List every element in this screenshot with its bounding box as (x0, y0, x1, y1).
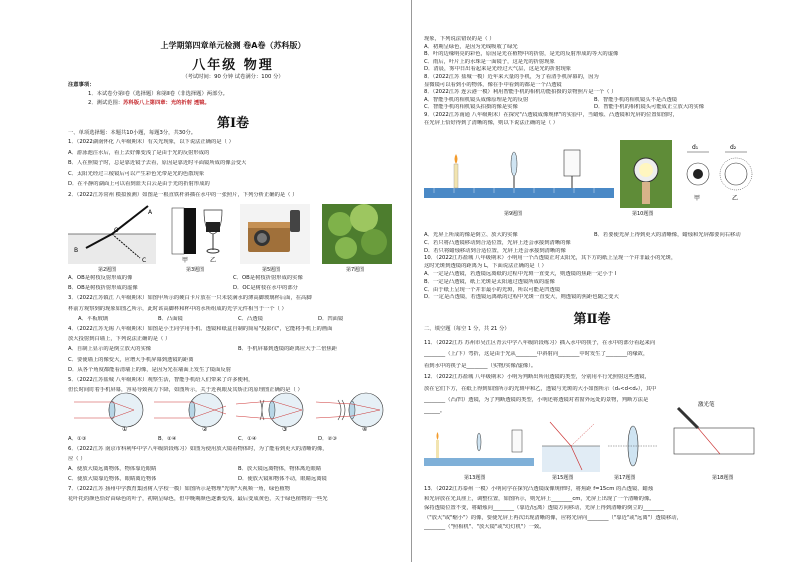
left-lines-line: A．游泳池注水后，看上去好像变浅了是由于光的反射形成的 (68, 149, 210, 156)
fig3-caption: 第3题图 (186, 267, 205, 273)
fig15-refraction (542, 420, 600, 472)
right-lines3-line: 12．（2022江苏盐城 八年级期末）小明为判断出所用透镜的类型，分别用平行光照射这些透镜， (424, 374, 650, 381)
left-lines3-line: 7．（2022江苏 扬州中学教育集团树人学校一模）如图所示是物理"光明"大视频一角，绿色植物 (68, 486, 291, 492)
label-d2: d₂ (730, 144, 737, 151)
fig18-caption: 第18题图 (712, 475, 734, 481)
part2-title: 第Ⅱ卷 (573, 312, 611, 327)
left-lines2-line: 4．（2022江苏无锡 八年级期末）如图是小王同学用手机、透镜和纸盒自制的简易"投影仪"，它能将手机上的画面 (68, 326, 333, 332)
part1-title: 第Ⅰ卷 (216, 116, 250, 131)
left-lines2-line: 放大投射到白墙上，下列说法正确的是（ ） (68, 336, 171, 343)
fig9-caption: 第9题图 (504, 211, 523, 217)
left-lines2-line: C．OB是树枝折射形成的实像 (233, 275, 303, 281)
label-yi-2: 乙 (732, 195, 739, 202)
fig15-caption: 第15题图 (552, 475, 574, 481)
left-lines-line: 2．（2022江苏常州 模拟预测）如图是一根直铁杆斜插在水中的一张照片，下列分析正确的是（ ） (68, 191, 298, 198)
left-lines-line: 1．（2022湖南怀化 八年级期末）有关光现象，以下说法正确的是（ ） (68, 139, 234, 145)
left-lines2-line: A．OB是树枝反射形成的像 (68, 275, 133, 281)
right-lines-line: 8．（2022江苏 连云港一模）利用智能手机的相机功能拍摄的景物照片是一个（ ） (424, 89, 617, 96)
eye-label-3: ③ (282, 426, 288, 432)
right-lines2-line: 这时光斑到透镜的距离为 L，下面说法正确的是（ ） (424, 263, 547, 270)
eye-label-4: ④ (362, 426, 368, 432)
right-lines4-line: 和光屏放在光具座上，调整位置，如图所示，则光屏上________cm，光屏上出现了一个清晰的像。 (424, 495, 655, 502)
right-lines2-line: A．一定是凸透镜，若透镜远离纸的过程中光斑一直变大，则透镜的焦距一定小于 l (424, 271, 617, 277)
right-column (424, 0, 760, 562)
notes-label: 注意事项： (68, 82, 95, 88)
eye-diagram-4 (316, 393, 383, 427)
fig3-card-and-glass (168, 204, 228, 264)
right-lines-line: B．叶的边缘明亮的彩色，原因是光在植物中的折射，是光的反射形成的等大的虚像 (424, 51, 619, 58)
right-lines-line: 显微镜可以看到小的物体，像在手中看到的都是一个凸透镜 (424, 81, 562, 88)
left-lines-line: D．在平静的湖面上可以看到蓝天白云是由于光的折射形成的 (68, 181, 210, 187)
left-lines2-line: B．凸面镜 (158, 315, 183, 322)
left-lines2-line: 杯前方观察到的现象如图乙所示，此时该高脚杯和杯中的水所组成的光学元件相当于一个（ ） (68, 305, 287, 312)
label-jia: 甲 (182, 257, 189, 264)
right-lines-line: D．智能手机的相机镜头可能成正立放大的实像 (594, 104, 705, 111)
right-lines4-line: 保持透镜位置不变，将蜡烛向________（靠近/远离）透镜方向移动，光屏上得到清晰的倒立的________ (424, 505, 665, 512)
right-lines-line: 8．（2022江苏 盐城一模）近年来大量的手机，为了看清手机屏幕的，因为 (424, 74, 599, 80)
exam-title: 上学期第四章单元检测 卷A卷（苏科版） (160, 41, 306, 50)
left-lines-line: B．人在照镜子时，总是靠近镜子去看，原因是靠近时平面镜所成的像会变大 (68, 160, 247, 166)
label-c: C (142, 257, 147, 264)
right-lines2-line: D．一定是凸透镜，若透镜远离纸的过程中光斑一直变大，则透镜的焦距也随之变大 (424, 294, 619, 301)
label-d1: d₁ (692, 144, 699, 151)
fig7-plant-photo (322, 204, 392, 264)
figures-row-1 (68, 204, 398, 272)
left-lines2-line: 3．（2022江苏镇江 八年级期末）如图甲所示的硬白卡片放在一只未装满水的薄高脚玻璃杯后面，在高脚 (68, 295, 312, 302)
left-lines2-line: 但长时间盯着手机屏幕，容易导致视力下降，如图所示，关于近视眼及其矫正的原理图正确的是（ ） (68, 387, 303, 394)
fig13-caption: 第13题图 (464, 475, 486, 481)
right-lines3-line: 看到水中的筷子是________（实物/实像/虚像）。 (424, 362, 537, 369)
left-lines-line: C．太阳光经过三棱镜后可以产生彩色光带是光的色散现象 (68, 170, 205, 177)
left-lines3-line: 花叶托的颜色恰好由绿色的叶子，初期呈绿色，但中晚期颜色逐渐变浅，最后变成黄色，关于绿色植物的一些光 (68, 496, 328, 502)
figures-row-2 (424, 140, 760, 220)
fig10-sunlight-photo (620, 140, 672, 208)
right-lines-line: B．智能手机的相机镜头不是凸透镜 (594, 96, 678, 103)
left-lines2-line: B．OB是树枝折射形成的虚像 (68, 285, 138, 292)
left-lines3-line: D．使放大镜和物体不动，眼睛远离镜 (238, 476, 327, 482)
left-lines3-line: 6．（2022江苏 南京市科利华中学八年级阶段练习）如图为使用放大镜看物体时，为了能看到更大的清晰的像， (68, 446, 328, 452)
left-lines3-line: C．使放大镜靠近物体，眼睛离近物体 (68, 476, 157, 482)
right-lines-line: A．初期呈绿色，是因为光线吸收了绿光 (424, 43, 518, 50)
right-lines3-line: ________（凸/凹）透镜，为了判断透镜的类型，小明还将透镜对着窗外远处的景物，判断方法是 (424, 397, 649, 403)
exam-meta: （考试时间：90 分钟 试卷满分：100 分） (182, 74, 284, 80)
left-lines2-line: 5．（2022江苏盐城 八年级期末）观察生活，智能手机给人们带来了许多便利， (68, 377, 254, 383)
right-lines-line: 9．（2022江苏南通 八年级期末）在探究"凸透镜成像规律"的实验中，当蜡烛、凸透镜和光屏的位置如图时， (424, 112, 678, 118)
label-jia-2: 甲 (694, 195, 701, 202)
left-lines2-line: C．要使墙上的像变大，应增大手机屏幕到透镜的距离 (68, 356, 194, 363)
right-lines2-line: B．若要使光屏上得到更大的清晰像，蜡烛和光屏都要向右移动 (594, 232, 741, 238)
label-yi: 乙 (210, 257, 217, 264)
left-lines3-line: 应（ ） (68, 456, 86, 462)
fig12-light-spots (678, 140, 758, 208)
label-o: O (114, 227, 119, 234)
eye-label-2: ② (202, 426, 208, 432)
eye-diagram-2 (154, 393, 226, 427)
left-lines3-line: B．放大镜远离物体，物体离近眼睛 (238, 466, 322, 472)
fig2-caption: 第2题图 (98, 267, 117, 273)
right-lines-line: C．雨后，叶片上的水珠是一面镜子，这是光的折射现象 (424, 58, 555, 65)
left-lines3-line: A．①③ (68, 436, 87, 442)
eye-diagram-3 (236, 393, 303, 427)
label-b: B (74, 247, 79, 254)
left-column (68, 0, 398, 562)
fig10-caption: 第10题图 (632, 211, 654, 217)
left-lines2-line: A．自制上显示的是倒立放大的实像 (68, 346, 152, 353)
note-1: 1．本试卷分第Ⅰ卷（选择题）和第Ⅱ卷（非选择题）两部分。 (88, 91, 228, 97)
right-lines2-line: D．若只将蜡烛移动到合适位置，光屏上还会承接到清晰的像 (424, 247, 566, 254)
left-lines3-line: B．②④ (158, 436, 177, 442)
left-lines3-line: C．①④ (238, 436, 257, 442)
right-lines2-line: B．一定是凸透镜，纸上光斑是太阳通过透镜所成的虚像 (424, 278, 555, 285)
fig2-refraction-diagram (68, 204, 156, 264)
fig9-optical-bench (424, 140, 614, 208)
eye-diagram-row (74, 392, 394, 432)
right-lines-line: A．智能手机的相机镜头成像原理是光的反射 (424, 96, 529, 103)
right-lines-line: 在光屏上恰好得到了清晰的像，则以下说法正确的是（ ） (424, 119, 559, 126)
label-a: A (148, 209, 153, 216)
right-lines3-line: 放在它们下方，在纸上得到如图所示的光斑甲和乙，透镜与光斑的大小如图所示（d₁<d<d₂），其中 (424, 385, 657, 392)
fig17-lens (608, 420, 658, 472)
left-lines2-line: B．手机屏幕到透镜的距离应大于二倍焦距 (238, 346, 337, 353)
right-lines-line: 现象，下列说法错误的是（ ） (424, 36, 495, 42)
right-lines3-line: ______。 (424, 408, 446, 415)
note-2-scope: 苏科版八上第四章：光的折射 透镜。 (123, 100, 210, 106)
left-lines3-line: A．使放大镜远离物体，物体靠近眼睛 (68, 466, 157, 472)
part1-intro: 一、单项选择题：本题共10小题，每题3分，共30分。 (68, 130, 197, 136)
right-lines2-line: C．若只将凸透镜移动到合适位置，光屏上还会承接到清晰的像 (424, 239, 571, 246)
eye-label-1: ① (122, 426, 128, 432)
fig13-bench (424, 420, 534, 472)
fig17-caption: 第17题图 (614, 475, 636, 481)
left-lines3-line: D．②③ (318, 436, 337, 442)
left-lines2-line: C．凸透镜 (238, 315, 263, 322)
fig18-laser (668, 398, 758, 458)
fig7-caption: 第7题图 (346, 267, 365, 273)
column-divider (411, 0, 412, 562)
figures-row-3 (424, 402, 760, 482)
right-lines4-line: （"放大"或"缩小"）的像，要使光屏上再次出现清晰的像，应将光屏向________（"靠近"或"远离"）透镜移动， (424, 514, 682, 521)
right-lines2-line: 10．（2022江苏盐城 八年级期末）小明用一个凸透镜正对太阳光，其下方的纸上呈现一个并非最小的光斑， (424, 255, 677, 262)
right-lines4-line: ________（"照相机"、"放大镜"或"幻灯机"）一致。 (424, 524, 545, 531)
laser-label: 激光笔 (698, 402, 715, 408)
left-lines2-line: D．OC是树枝在水中的部分 (233, 285, 298, 292)
left-lines2-line: D．从各个角度都能看清墙上的像，是因为光在墙面上发生了镜面反射 (68, 366, 231, 373)
eye-diagrams (74, 392, 394, 432)
fig5-caption: 第5题图 (262, 267, 281, 273)
right-lines2-line: A．光屏上所成的像是倒立、放大的实像 (424, 232, 518, 238)
right-lines4-line: 13．（2022江苏泰州 一模）小明同学在探究凸透镜成像规律时，将焦距 f=15cm 的凸透镜、蜡烛 (424, 486, 654, 492)
note-2-prefix: 2．测试范围： (88, 100, 124, 106)
fig5-phone-projector (240, 204, 310, 264)
eye-diagram-1 (74, 393, 143, 427)
subject-title: 八年级 物理 (192, 58, 274, 73)
right-lines-line: C．智能手机的相机镜头拍摄的像是实像 (424, 104, 518, 111)
left-lines2-line: D．凹面镜 (318, 315, 344, 322)
part2-intro: 二、填空题（每空 1 分，共 21 分） (424, 326, 510, 332)
right-lines-line: D．清晨，雾中日出看起来是光经过大气层，这是光的折射现象 (424, 66, 572, 73)
left-lines2-line: A．平板玻璃 (78, 315, 109, 322)
right-lines3-line: 11．（2022江苏 苏州市吴江区青云中学八年级阶段练习）插入水中的筷子，在水中的部分看起来向 (424, 340, 656, 346)
right-lines2-line: C．由于纸上呈现一个并非最小的光斑，所以可能是凹透镜 (424, 286, 561, 293)
note-2 (88, 100, 210, 107)
right-lines3-line: ________（上/下）弯折，这是由于光从________中斜射向________中时发生了________的缘故， (424, 351, 649, 358)
